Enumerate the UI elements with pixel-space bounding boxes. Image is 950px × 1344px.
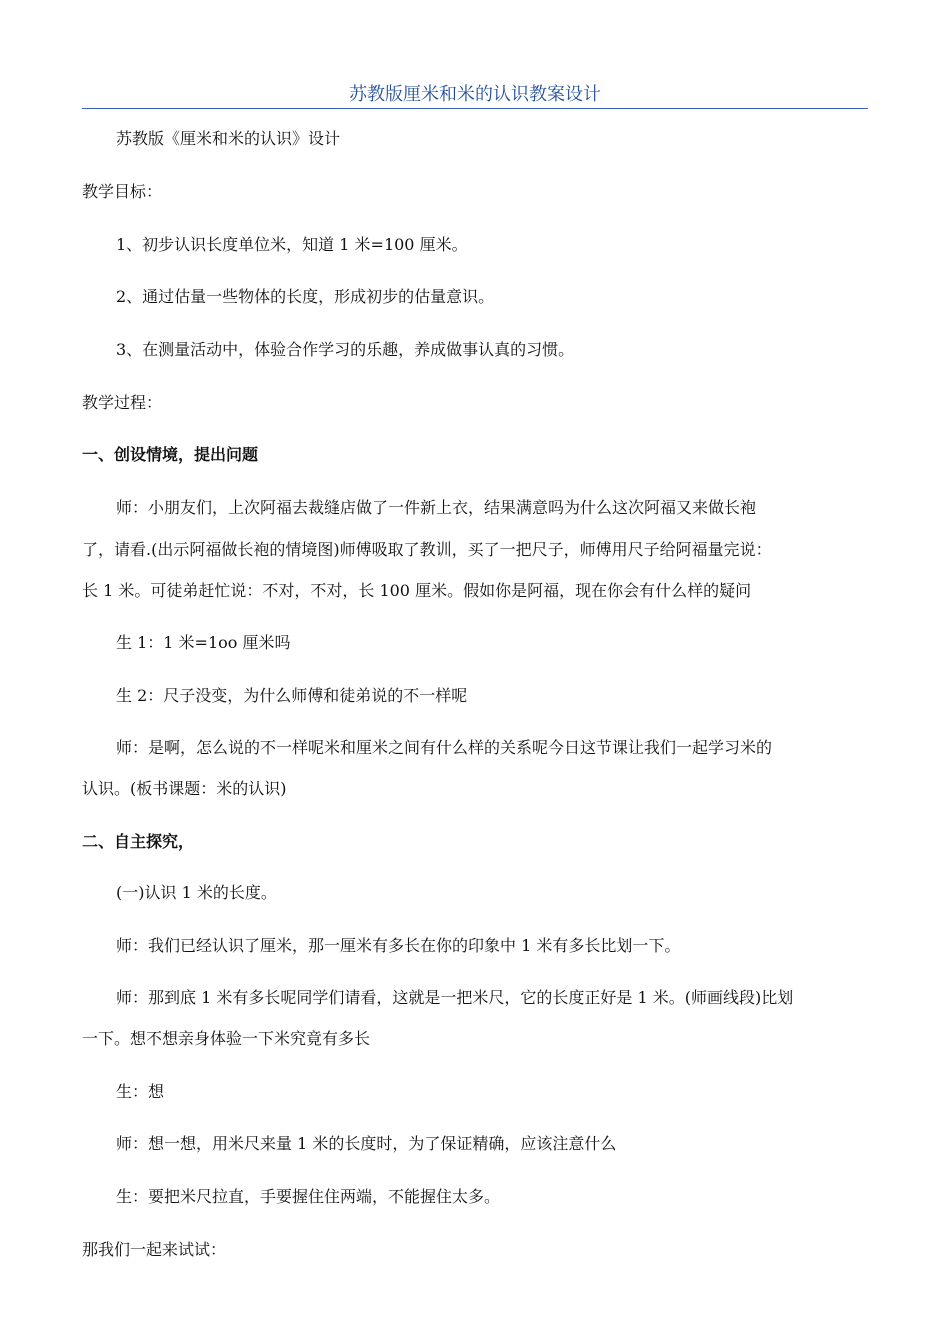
section-label-objectives: 教学目标： xyxy=(82,182,163,201)
paragraph-line: 师：那到底 1 米有多长呢同学们请看，这就是一把米尺，它的长度正好是 1 米。(师画线段)比划 xyxy=(116,988,794,1007)
page-header-title: 苏教版厘米和米的认识教案设计 xyxy=(349,84,601,105)
doc-subtitle: 苏教版《厘米和米的认识》设计 xyxy=(116,129,341,148)
objective-item: 1、初步认识长度单位米，知道 1 米=100 厘米。 xyxy=(116,235,468,254)
paragraph-line: 生 1：1 米=1oo 厘米吗 xyxy=(116,633,291,652)
paragraph-line: 生：要把米尺拉直，手要握住住两端，不能握住太多。 xyxy=(116,1187,501,1206)
paragraph-line: 生 2：尺子没变，为什么师傅和徒弟说的不一样呢 xyxy=(116,686,468,705)
paragraph-line: 那我们一起来试试： xyxy=(82,1240,227,1259)
paragraph-line: 认识。(板书课题：米的认识) xyxy=(82,779,287,798)
paragraph-line: 师：是啊，怎么说的不一样呢米和厘米之间有什么样的关系呢今日这节课让我们一起学习米的 xyxy=(116,738,773,757)
paragraph-line: 一下。想不想亲身体验一下米究竟有多长 xyxy=(82,1029,371,1048)
section-heading: 一、创设情境，提出问题 xyxy=(82,445,259,464)
objective-item: 3、在测量活动中，体验合作学习的乐趣，养成做事认真的习惯。 xyxy=(116,340,575,359)
paragraph-line: 了，请看.(出示阿福做长袍的情境图)师傅吸取了教训，买了一把尺子，师傅用尺子给阿福量完说： xyxy=(82,540,772,559)
paragraph-line: 师：小朋友们，上次阿福去裁缝店做了一件新上衣，结果满意吗为什么这次阿福又来做长袍 xyxy=(116,498,757,517)
paragraph-line: 长 1 米。可徒弟赶忙说：不对，不对，长 100 厘米。假如你是阿福，现在你会有什么样的疑问 xyxy=(82,581,752,600)
header-divider xyxy=(82,108,868,109)
section-heading: 二、自主探究， xyxy=(82,832,195,851)
objective-item: 2、通过估量一些物体的长度，形成初步的估量意识。 xyxy=(116,287,495,306)
paragraph-line: (一)认识 1 米的长度。 xyxy=(116,883,277,902)
paragraph-line: 师：我们已经认识了厘米，那一厘米有多长在你的印象中 1 米有多长比划一下。 xyxy=(116,936,681,955)
section-label-process: 教学过程： xyxy=(82,393,163,412)
paragraph-line: 生：想 xyxy=(116,1082,165,1101)
paragraph-line: 师：想一想，用米尺来量 1 米的长度时，为了保证精确，应该注意什么 xyxy=(116,1134,617,1153)
